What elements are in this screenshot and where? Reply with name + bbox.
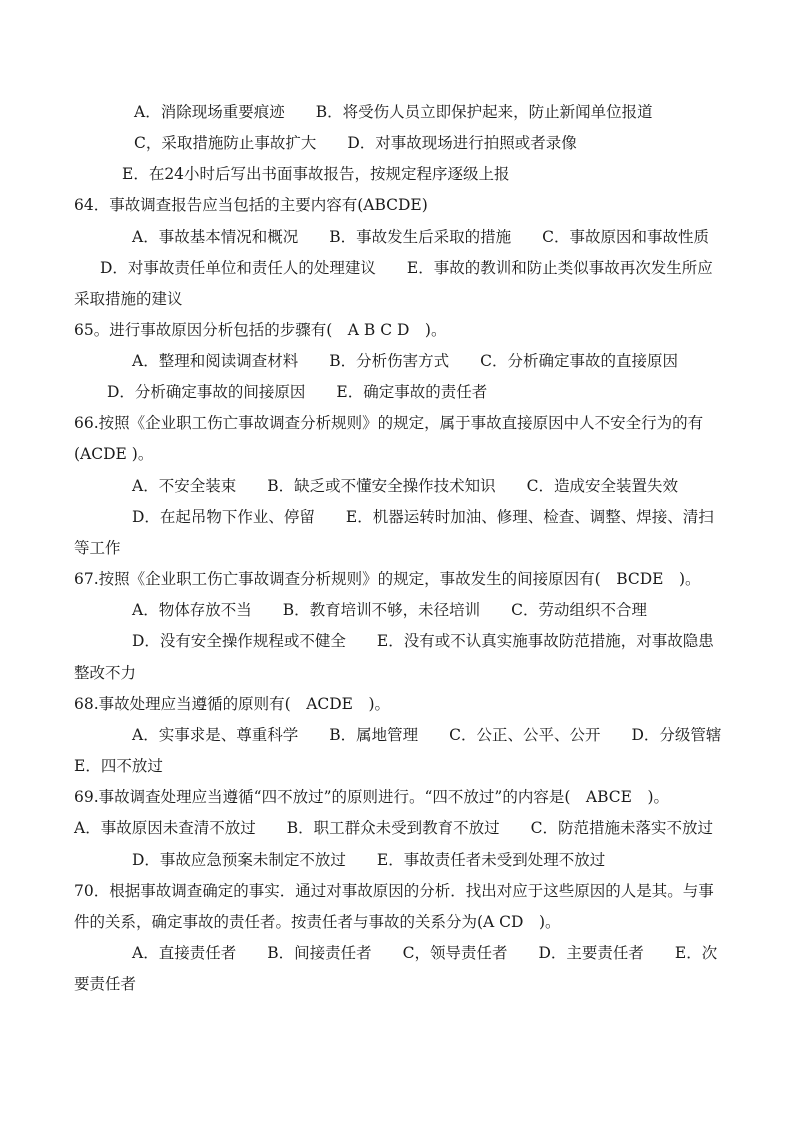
q65-question: 65。进行事故原因分析包括的步骤有( A B C D )。 — [74, 321, 447, 339]
q64-options-de: D．对事故责任单位和责任人的处理建议 E．事故的教训和防止类似事故再次发生所应 — [100, 259, 713, 277]
q67-options-de: D．没有安全操作规程或不健全 E．没有或不认真实施事故防范措施，对事故隐患 — [132, 632, 714, 650]
q69-options-de: D．事故应急预案未制定不放过 E．事故责任者未受到处理不放过 — [132, 851, 606, 869]
q65-options-de: D．分析确定事故的间接原因 E．确定事故的责任者 — [107, 383, 488, 401]
q66-question: 66.按照《企业职工伤亡事故调查分析规则》的规定，属于事故直接原因中人不安全行为的有 — [74, 414, 704, 432]
q70-options: A．直接责任者 B．间接责任者 C，领导责任者 D．主要责任者 E．次 — [132, 944, 718, 962]
q67-options-abc: A．物体存放不当 B．教育培训不够，未径培训 C．劳动组织不合理 — [132, 601, 647, 619]
q66-question-cont: (ACDE )。 — [74, 445, 154, 463]
q68-question: 68.事故处理应当遵循的原则有( ACDE )。 — [74, 695, 391, 713]
q63-options-cd: C，采取措施防止事故扩大 D．对事故现场进行拍照或者录像 — [134, 134, 577, 152]
q68-option-e: E．四不放过 — [74, 757, 163, 775]
q63-options-ab: A．消除现场重要痕迹 B．将受伤人员立即保护起来，防止新闻单位报道 — [134, 103, 653, 121]
q67-option-e-cont: 整改不力 — [74, 664, 137, 682]
q66-options-de: D．在起吊物下作业、停留 E．机器运转时加油、修理、检查、调整、焊接、清扫 — [132, 508, 714, 526]
q64-option-e-cont: 采取措施的建议 — [74, 290, 183, 308]
q70-question: 70．根据事故调查确定的事实．通过对事故原因的分析．找出对应于这些原因的人是其。与事 — [74, 882, 714, 900]
q64-options-abc: A．事故基本情况和概况 B．事故发生后采取的措施 C．事故原因和事故性质 — [132, 228, 709, 246]
q64-question: 64．事故调查报告应当包括的主要内容有(ABCDE) — [74, 196, 428, 214]
q70-question-cont: 件的关系，确定事故的责任者。按责任者与事故的关系分为(A CD )。 — [74, 913, 561, 931]
q68-options-abcd: A．实事求是、尊重科学 B．属地管理 C．公正、公平、公开 D．分级管辖 — [132, 726, 722, 744]
q69-options-abc: A．事故原因未查清不放过 B．职工群众未受到教育不放过 C．防范措施未落实不放过 — [74, 819, 713, 837]
q66-option-e-cont: 等工作 — [74, 539, 121, 557]
q70-option-e-cont: 要责任者 — [74, 975, 137, 993]
q65-options-abc: A．整理和阅读调查材料 B．分析伤害方式 C．分析确定事故的直接原因 — [132, 352, 678, 370]
q66-options-abc: A．不安全装束 B．缺乏或不懂安全操作技术知识 C．造成安全装置失效 — [132, 477, 678, 495]
q63-option-e: E．在24小时后写出书面事故报告，按规定程序逐级上报 — [122, 165, 510, 183]
q67-question: 67.按照《企业职工伤亡事故调查分析规则》的规定，事故发生的间接原因有( BCDE )。 — [74, 570, 701, 588]
q69-question: 69.事故调查处理应当遵循“四不放过”的原则进行。“四不放过”的内容是( ABCE )。 — [74, 788, 669, 806]
